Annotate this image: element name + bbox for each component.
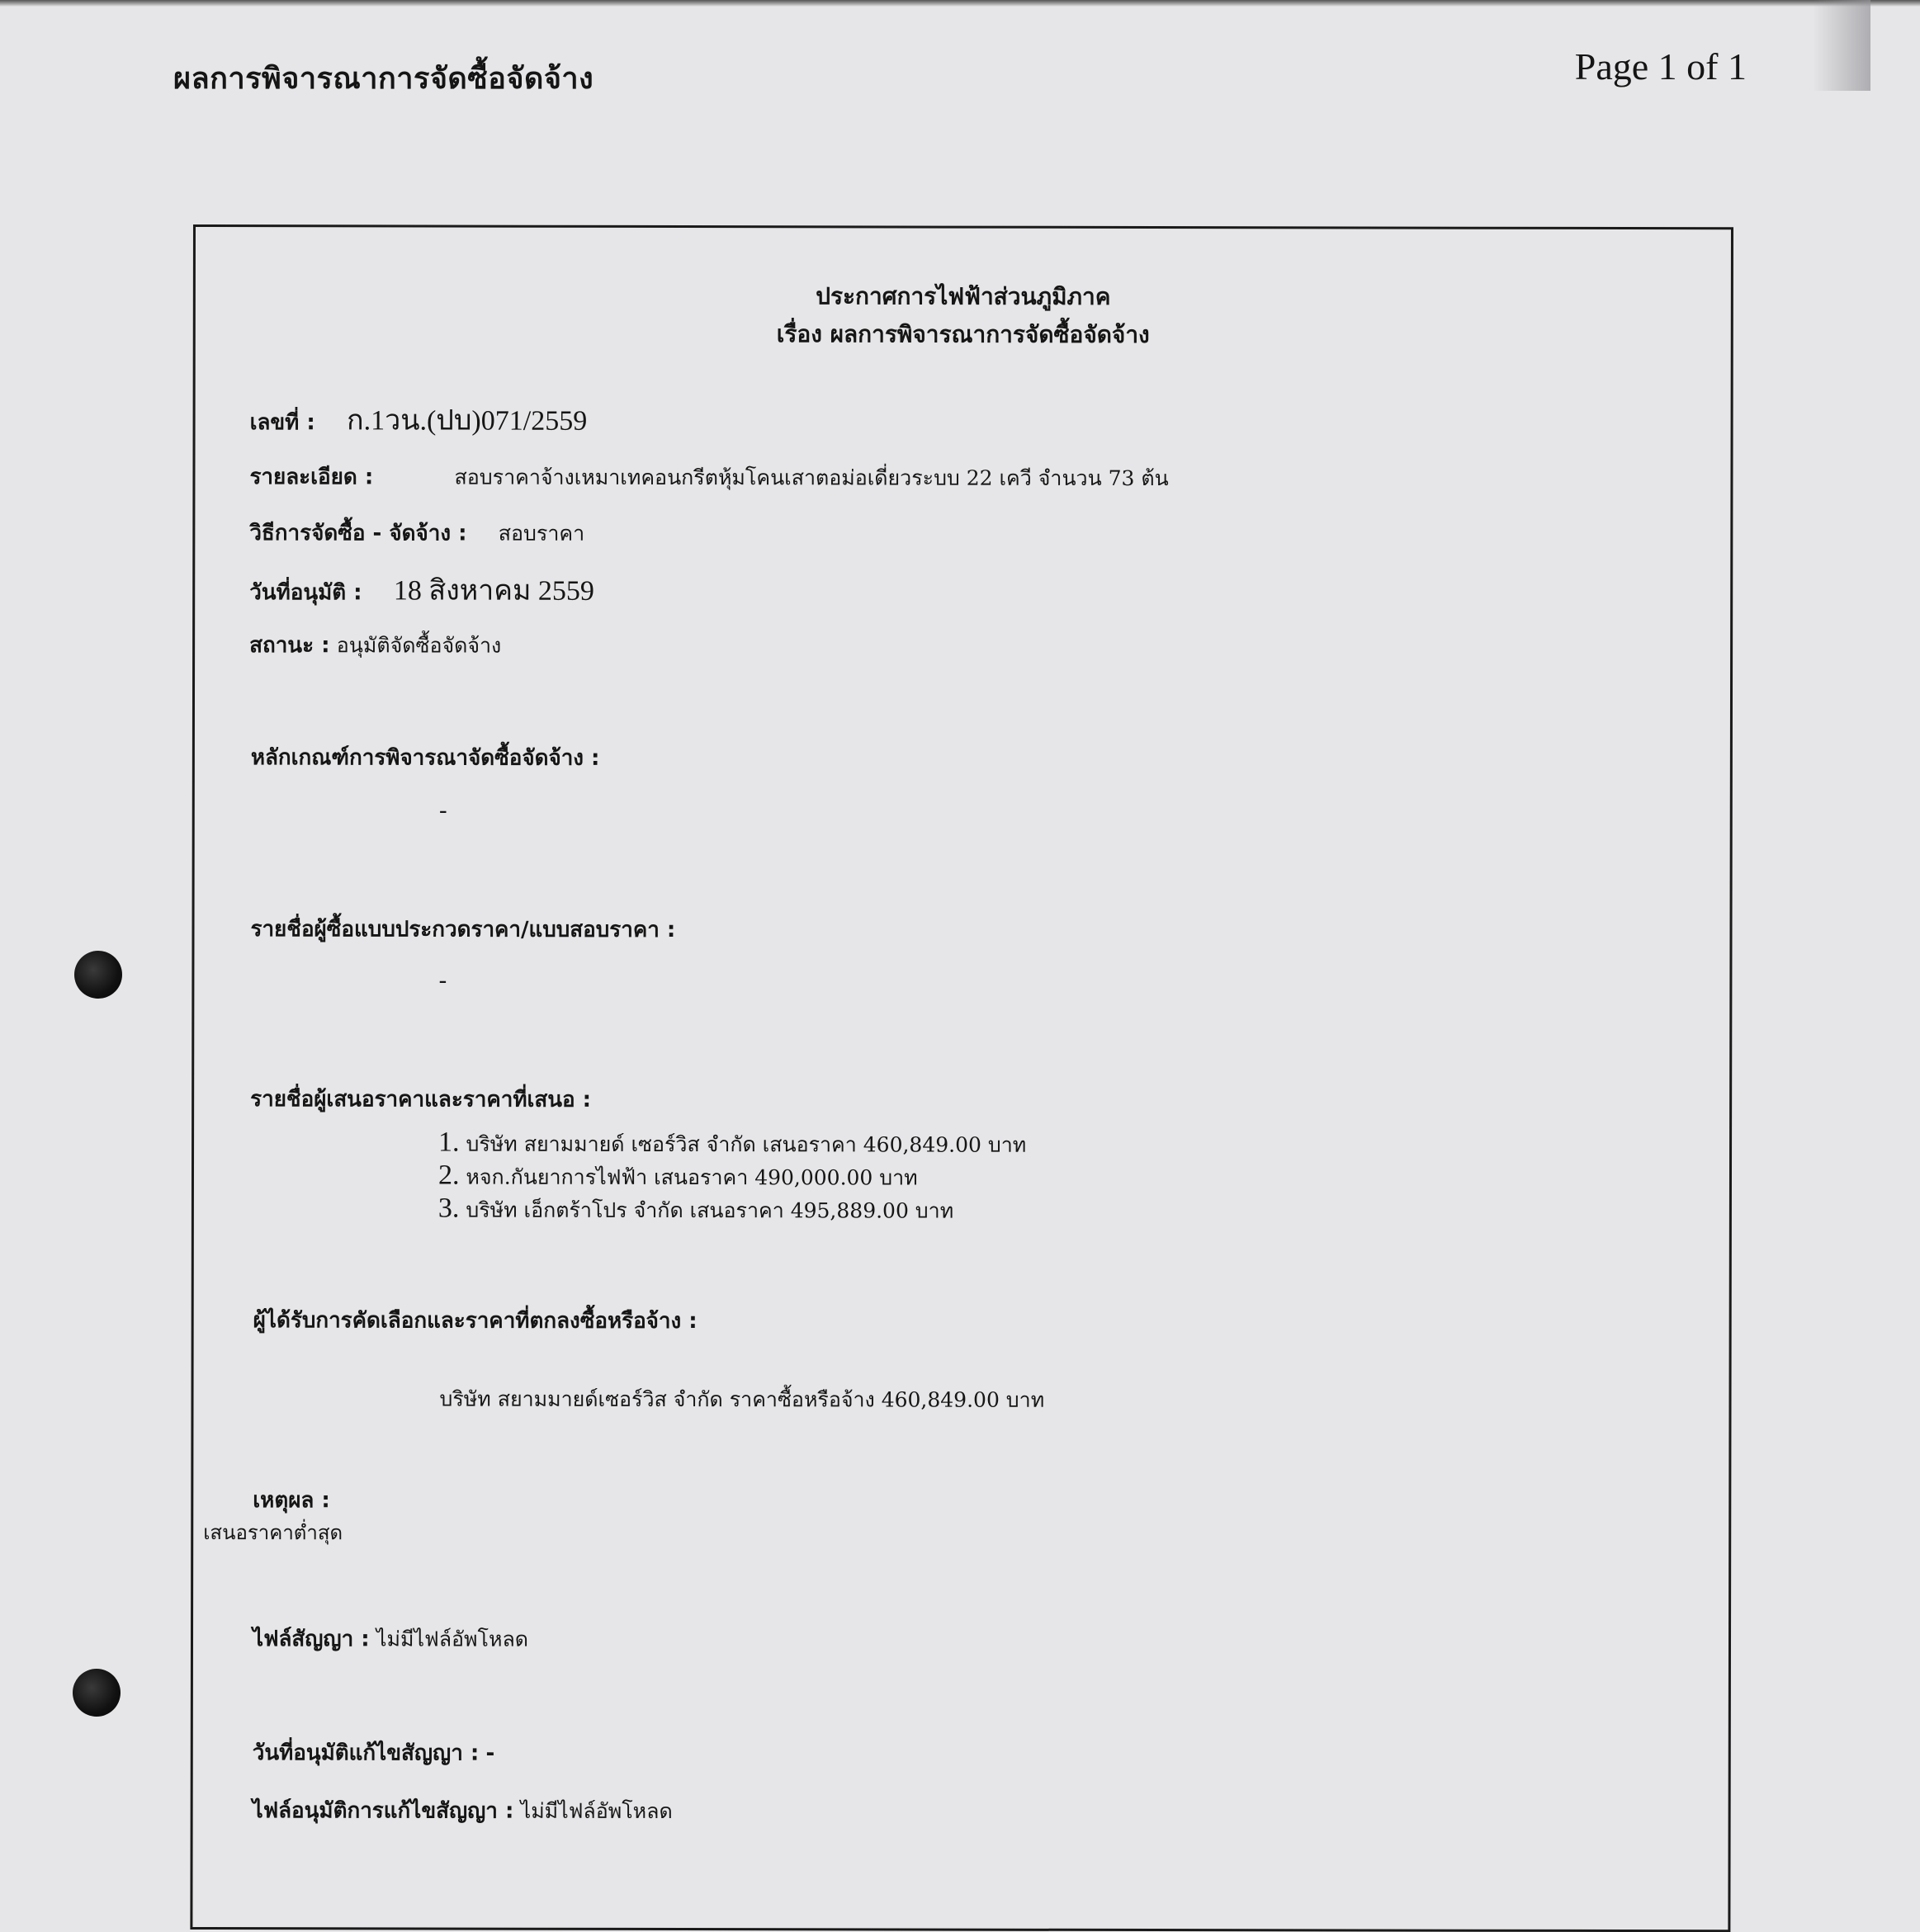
page-header-title: ผลการพิจารณาการจัดซื้อจัดจ้าง — [173, 62, 594, 96]
amend-date-field — [253, 1736, 495, 1770]
bidder-text-1: บริษัท สยามมายด์ เซอร์วิส จำกัด เสนอราคา 460,849.00 บาท — [466, 1131, 1027, 1157]
amend-file-value: ไม่มีไฟล์อัพโหลด — [520, 1798, 673, 1824]
winner-value: บริษัท สยามมายด์เซอร์วิส จำกัด ราคาซื้อหรือจ้าง 460,849.00 บาท — [439, 1386, 1045, 1412]
bidder-index-3: 3. — [437, 1193, 460, 1224]
buyers-value: - — [438, 966, 447, 994]
detail-value: สอบราคาจ้างเหมาเทคอนกรีตหุ้มโคนเสาตอม่อเดี่ยวระบบ 22 เควี จำนวน 73 ต้น — [454, 465, 1169, 491]
detail-field — [249, 460, 1168, 495]
criteria-label: หลักเกณฑ์การพิจารณาจัดซื้อจัดจ้าง : — [250, 745, 600, 771]
buyers-label: รายชื่อผู้ซื้อแบบประกวดราคา/แบบสอบราคา : — [250, 917, 676, 943]
announcement-frame — [190, 224, 1733, 1932]
status-label: สถานะ : — [249, 633, 330, 659]
criteria-value: - — [438, 796, 447, 824]
method-label: วิธีการจัดซื้อ - จัดจ้าง : — [249, 521, 467, 546]
contract-file-label: ไฟล์สัญญา : — [252, 1627, 370, 1652]
winner-label: ผู้ได้รับการคัดเลือกและราคาที่ตกลงซื้อหรือจ้าง : — [253, 1308, 698, 1334]
detail-label: รายละเอียด : — [249, 465, 374, 490]
contract-file-value: ไม่มีไฟล์อัพโหลด — [376, 1627, 529, 1651]
number-label: เลขที่ : — [249, 410, 315, 436]
bidder-index-2: 2. — [437, 1160, 460, 1191]
contract-file-field — [253, 1622, 528, 1656]
reason-value: เสนอราคาต่ำสุด — [203, 1521, 343, 1545]
bidder-item-3 — [438, 1193, 953, 1228]
number-field — [250, 397, 588, 442]
bidder-text-2: หจก.กันยาการไฟฟ้า เสนอราคา 490,000.00 บาท — [466, 1164, 918, 1190]
method-value: สอบราคา — [498, 521, 585, 546]
scan-corner-shadow — [1813, 0, 1870, 91]
number-value: ก.1วน.(ปบ)071/2559 — [347, 405, 588, 437]
status-value: อนุมัติจัดซื้อจัดจ้าง — [336, 633, 502, 658]
bidder-item-2 — [438, 1160, 918, 1195]
bidder-text-3: บริษัท เอ็กตร้าโปร จำกัด เสนอราคา 495,889.00 บาท — [466, 1197, 954, 1223]
amend-date-label: วันที่อนุมัติแก้ไขสัญญา : — [252, 1741, 480, 1766]
approval-date-label: วันที่อนุมัติ : — [249, 580, 362, 606]
page-number: Page 1 of 1 — [1574, 45, 1747, 87]
amend-date-value: - — [485, 1741, 495, 1766]
approval-date-field — [249, 567, 594, 612]
bidder-item-1 — [438, 1127, 1026, 1162]
amend-file-field — [253, 1793, 673, 1828]
announcement-heading — [196, 276, 1731, 355]
amend-file-label: ไฟล์อนุมัติการแก้ไขสัญญา : — [252, 1798, 514, 1824]
status-field — [249, 628, 501, 663]
announcement-line-2: เรื่อง ผลการพิจารณาการจัดซื้อจัดจ้าง — [776, 320, 1150, 349]
announcement-line-1: ประกาศการไฟฟ้าส่วนภูมิภาค — [816, 282, 1111, 310]
method-field — [249, 516, 584, 550]
approval-date-value: 18 สิงหาคม 2559 — [393, 575, 594, 607]
punch-hole-top — [74, 951, 122, 999]
reason-label: เหตุผล : — [253, 1488, 330, 1514]
scan-top-edge — [0, 0, 1920, 7]
punch-hole-bottom — [73, 1669, 121, 1717]
bidder-index-1: 1. — [438, 1127, 460, 1158]
bidders-label: รายชื่อผู้เสนอราคาและราคาที่เสนอ : — [250, 1087, 592, 1112]
